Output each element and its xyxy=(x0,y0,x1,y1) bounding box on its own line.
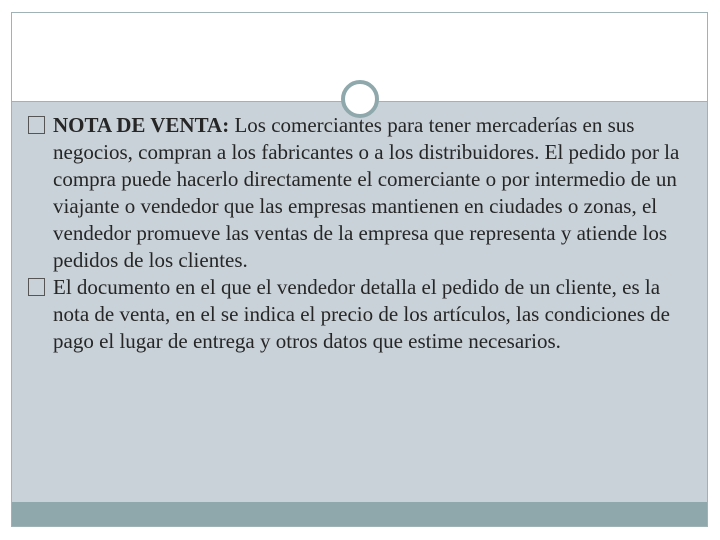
slide-footer-bar xyxy=(12,502,707,526)
square-bullet-icon xyxy=(28,278,45,296)
bullet-paragraph-documento xyxy=(28,274,693,355)
paragraph-text: El documento en el que el vendedor detalla el pedido de un cliente, es la nota de venta, en el se indica el precio de los artículos, las condiciones de pago el lugar de entrega y otros datos que estime necesarios. xyxy=(53,275,670,353)
paragraph-text: Los comerciantes para tener mercaderías en sus negocios, compran a los fabricantes o a los distribuidores. El pedido por la compra puede hacerlo directamente el comerciante o por intermedio de un viajante o vendedor que las empresas mantienen en ciudades o zonas, el vendedor promueve las ventas de la empresa que representa y atiende los pedidos de los clientes. xyxy=(53,113,680,272)
slide-text-body xyxy=(28,112,693,355)
bullet-paragraph-nota-de-venta xyxy=(28,112,693,274)
square-bullet-icon xyxy=(28,116,45,134)
paragraph-lead-term: NOTA DE VENTA: xyxy=(53,113,230,137)
